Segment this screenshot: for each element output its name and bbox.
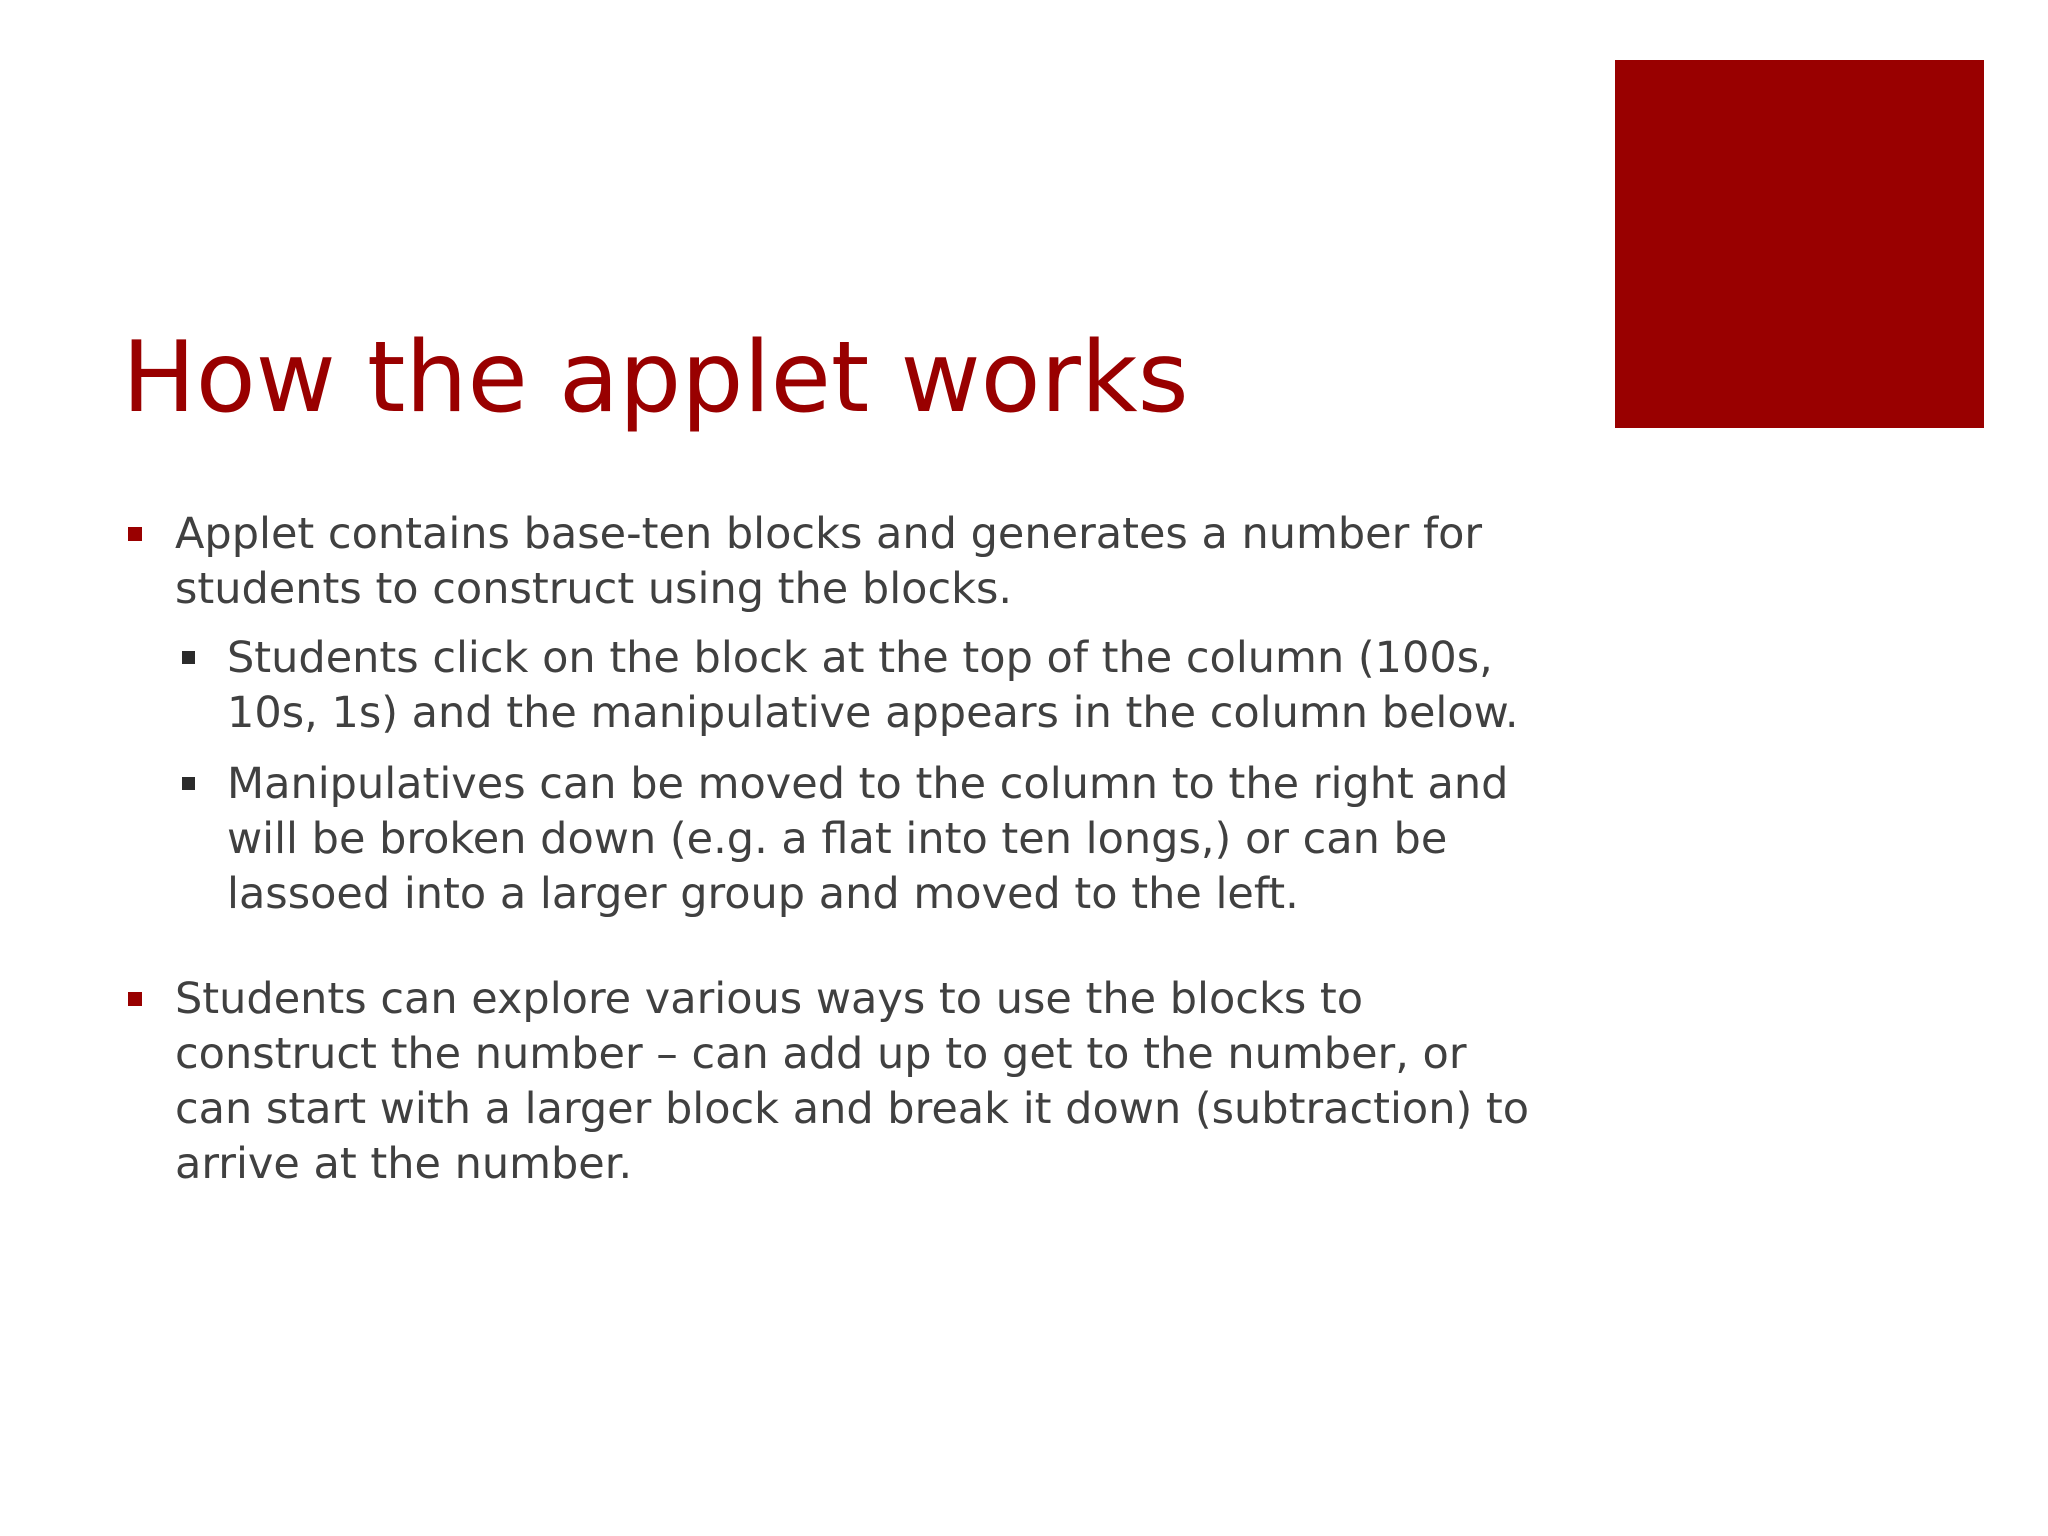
square-bullet-icon (128, 992, 142, 1006)
slide-body (122, 507, 1542, 1192)
sub-bullet-item (175, 757, 1542, 922)
accent-square (1615, 60, 1984, 428)
bullet-item (122, 507, 1542, 922)
bullet-text: Students can explore various ways to use the blocks to construct the number – can add up to get to the number, or can start with a larger block and break it down (subtraction) to arrive at the number. (175, 974, 1530, 1189)
sub-bullet-item (175, 631, 1542, 741)
square-bullet-icon (128, 527, 142, 541)
slide-title: How the applet works (122, 321, 1189, 435)
sub-bullet-list (175, 631, 1542, 922)
bullet-list (122, 507, 1542, 1192)
sub-bullet-text: Students click on the block at the top of the column (100s, 10s, 1s) and the manipulative appears in the column below. (227, 633, 1519, 738)
bullet-item (122, 972, 1542, 1192)
sub-bullet-text: Manipulatives can be moved to the column to the right and will be broken down (e.g. a flat into ten longs,) or can be lassoed into a larger group and moved to the left. (227, 759, 1509, 919)
square-bullet-icon (182, 777, 195, 790)
bullet-text: Applet contains base-ten blocks and generates a number for students to construct using the blocks. (175, 509, 1483, 614)
square-bullet-icon (182, 651, 195, 664)
